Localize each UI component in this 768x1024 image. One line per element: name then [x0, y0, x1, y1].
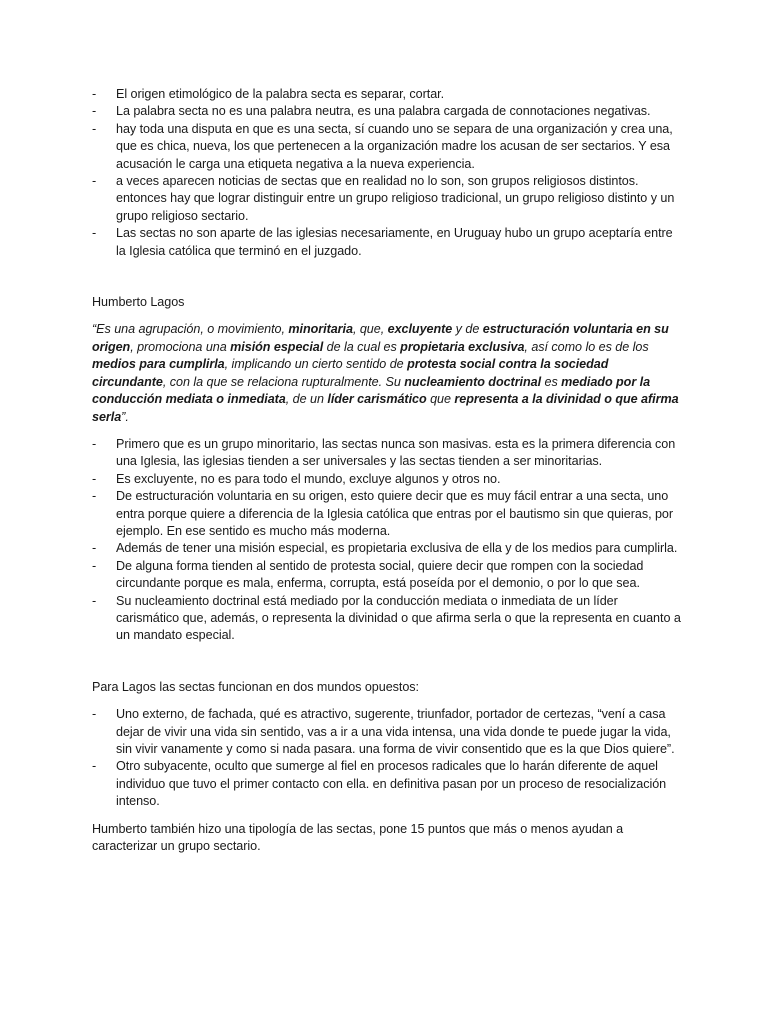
- list-item: - Primero que es un grupo minoritario, las sectas nunca son masivas. esta es la primera diferencia con una Iglesia, las iglesias tienden a ser universales y las sectas tienden a ser minoritarias.: [92, 436, 682, 471]
- list-item: - Las sectas no son aparte de las iglesias necesariamente, en Uruguay hubo un grupo aceptaría entre la Iglesia católica que terminó en el juzgado.: [92, 225, 682, 260]
- quote-segment: “Es una agrupación, o movimiento,: [92, 322, 289, 337]
- quote-emphasis: propietaria exclusiva: [400, 339, 525, 354]
- quote-emphasis: misión especial: [230, 339, 324, 354]
- list-item: - a veces aparecen noticias de sectas que en realidad no lo son, son grupos religiosos distintos. entonces hay que lograr distinguir entre un grupo religioso tradicional, un grupo religioso distinto y un grupo religioso sectario.: [92, 173, 682, 225]
- quote-emphasis: estructuración voluntaria en su origen: [92, 322, 669, 354]
- list-characteristics: [92, 436, 682, 645]
- list-item: - hay toda una disputa en que es una secta, sí cuando uno se separa de una organización y crea una, que es chica, nueva, los que pertenecen a la organización madre los acusan de ser sectarios. Y esa acusación le carga una etiqueta negativa a la nueva experiencia.: [92, 121, 682, 173]
- lagos-intro: Para Lagos las sectas funcionan en dos mundos opuestos:: [92, 679, 420, 694]
- quote-emphasis: representa a la divinidad o que afirma serla: [92, 392, 679, 424]
- author-name: Humberto Lagos: [92, 295, 185, 310]
- definition-quote: [92, 321, 682, 425]
- closing-paragraph: Humberto también hizo una tipología de las sectas, pone 15 puntos que más o menos ayudan a caracterizar un grupo sectario.: [92, 821, 624, 854]
- list-item: - Uno externo, de fachada, qué es atractivo, sugerente, triunfador, portador de certezas, “vení a casa dejar de vivir una vida sin sentido, vas a ir a una vida intensa, una vida donde te puede jugar la vida, sin vivir vanamente y como si nada pasara. una forma de vivir consentido que es la que Dios quiere”.: [92, 706, 682, 758]
- quote-segment: , de un: [285, 392, 328, 407]
- quote-segment: , implicando un cierto sentido de: [224, 357, 408, 372]
- quote-emphasis: mediado por la conducción mediata o inmediata: [92, 374, 651, 407]
- quote-segment: , con la que se relaciona rupturalmente. Su: [162, 374, 405, 389]
- quote-segment: , así como lo es de los: [524, 339, 649, 354]
- list-item: - La palabra secta no es una palabra neutra, es una palabra cargada de connotaciones negativas.: [92, 103, 682, 120]
- quote-segment: es: [541, 374, 562, 389]
- quote-emphasis: minoritaria: [288, 322, 353, 337]
- document-body: [92, 86, 682, 855]
- quote-segment: , promociona una: [130, 339, 231, 354]
- quote-emphasis: medios para cumplirla: [92, 357, 225, 372]
- quote-segment: de la cual es: [323, 339, 401, 354]
- list-item: - Además de tener una misión especial, es propietaria exclusiva de ella y de los medios para cumplirla.: [92, 540, 682, 557]
- quote-emphasis: nucleamiento doctrinal: [404, 374, 542, 389]
- quote-segment: y de: [452, 322, 483, 337]
- list-etymology: [92, 86, 682, 260]
- list-item: - Su nucleamiento doctrinal está mediado por la conducción mediata o inmediata de un líder carismático que, además, o representa la divinidad o que afirma serla o que la representa en cuanto a un mandato especial.: [92, 593, 682, 645]
- quote-segment: ”.: [121, 409, 129, 424]
- list-item: - De alguna forma tienden al sentido de protesta social, quiere decir que rompen con la sociedad circundante porque es mala, enferma, corrupta, está poseída por el demonio, o por lo que sea.: [92, 558, 682, 593]
- list-item: - El origen etimológico de la palabra secta es separar, cortar.: [92, 86, 682, 103]
- list-two-worlds: [92, 706, 682, 810]
- list-item: - Otro subyacente, oculto que sumerge al fiel en procesos radicales que lo harán diferente de aquel individuo que tuvo el primer contacto con ella. en definitiva pasan por un proceso de resocialización intenso.: [92, 758, 682, 810]
- quote-segment: que: [426, 392, 455, 407]
- quote-segment: , que,: [352, 322, 388, 337]
- list-item: - De estructuración voluntaria en su origen, esto quiere decir que es muy fácil entrar a una secta, uno entra porque quiere a diferencia de la Iglesia católica que entras por el bautismo sin que quieras, por ejemplo. En ese sentido es mucho más moderna.: [92, 488, 682, 540]
- quote-emphasis: protesta social contra la sociedad circundante: [92, 357, 609, 389]
- quote-emphasis: líder carismático: [327, 392, 427, 407]
- quote-emphasis: excluyente: [387, 322, 453, 337]
- list-item: - Es excluyente, no es para todo el mundo, excluye algunos y otros no.: [92, 471, 682, 488]
